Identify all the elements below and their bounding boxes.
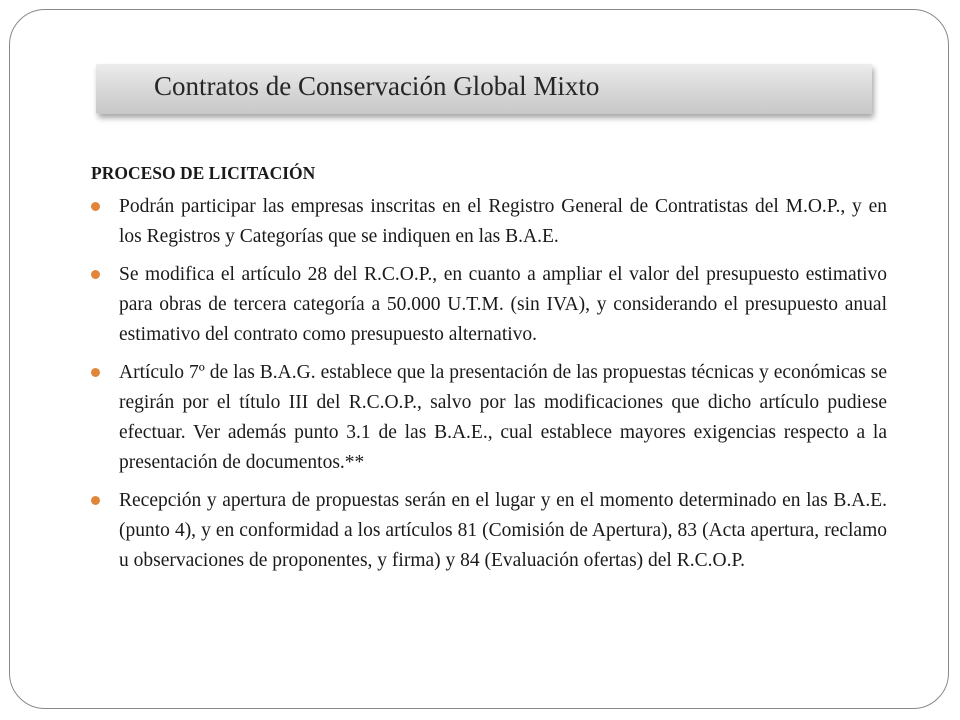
bullet-dot-icon xyxy=(91,368,100,377)
bullet-dot-icon xyxy=(91,202,100,211)
bullet-item xyxy=(91,260,887,350)
bullet-list xyxy=(91,192,887,576)
title-bar xyxy=(96,64,872,114)
bullet-text: Recepción y apertura de propuestas serán en el lugar y en el momento determinado en las B.A.E. (punto 4), y en conformidad a los artículos 81 (Comisión de Apertura), 83 (Acta apertura, reclamo u observaciones de proponentes, y firma) y 84 (Evaluación ofertas) del R.C.O.P. xyxy=(119,490,887,571)
bullet-item xyxy=(91,192,887,252)
bullet-dot-icon xyxy=(91,496,100,505)
slide-content xyxy=(91,160,887,584)
bullet-text: Se modifica el artículo 28 del R.C.O.P., en cuanto a ampliar el valor del presupuesto estimativo para obras de tercera categoría a 50.000 U.T.M. (sin IVA), y considerando el presupuesto anual estimativo del contrato como presupuesto alternativo. xyxy=(119,264,887,345)
bullet-dot-icon xyxy=(91,270,100,279)
slide-title: Contratos de Conservación Global Mixto xyxy=(154,71,600,101)
bullet-text: Artículo 7º de las B.A.G. establece que la presentación de las propuestas técnicas y económicas se regirán por el título III del R.C.O.P., salvo por las modificaciones que dicho artículo pudiese efectuar. Ver además punto 3.1 de las B.A.E., cual establece mayores exigencias respecto a la presentación de documentos.** xyxy=(119,362,887,473)
bullet-item xyxy=(91,358,887,478)
bullet-item xyxy=(91,486,887,576)
bullet-text: Podrán participar las empresas inscritas en el Registro General de Contratistas del M.O.P., y en los Registros y Categorías que se indiquen en las B.A.E. xyxy=(119,196,887,247)
section-heading: PROCESO DE LICITACIÓN xyxy=(91,163,316,183)
